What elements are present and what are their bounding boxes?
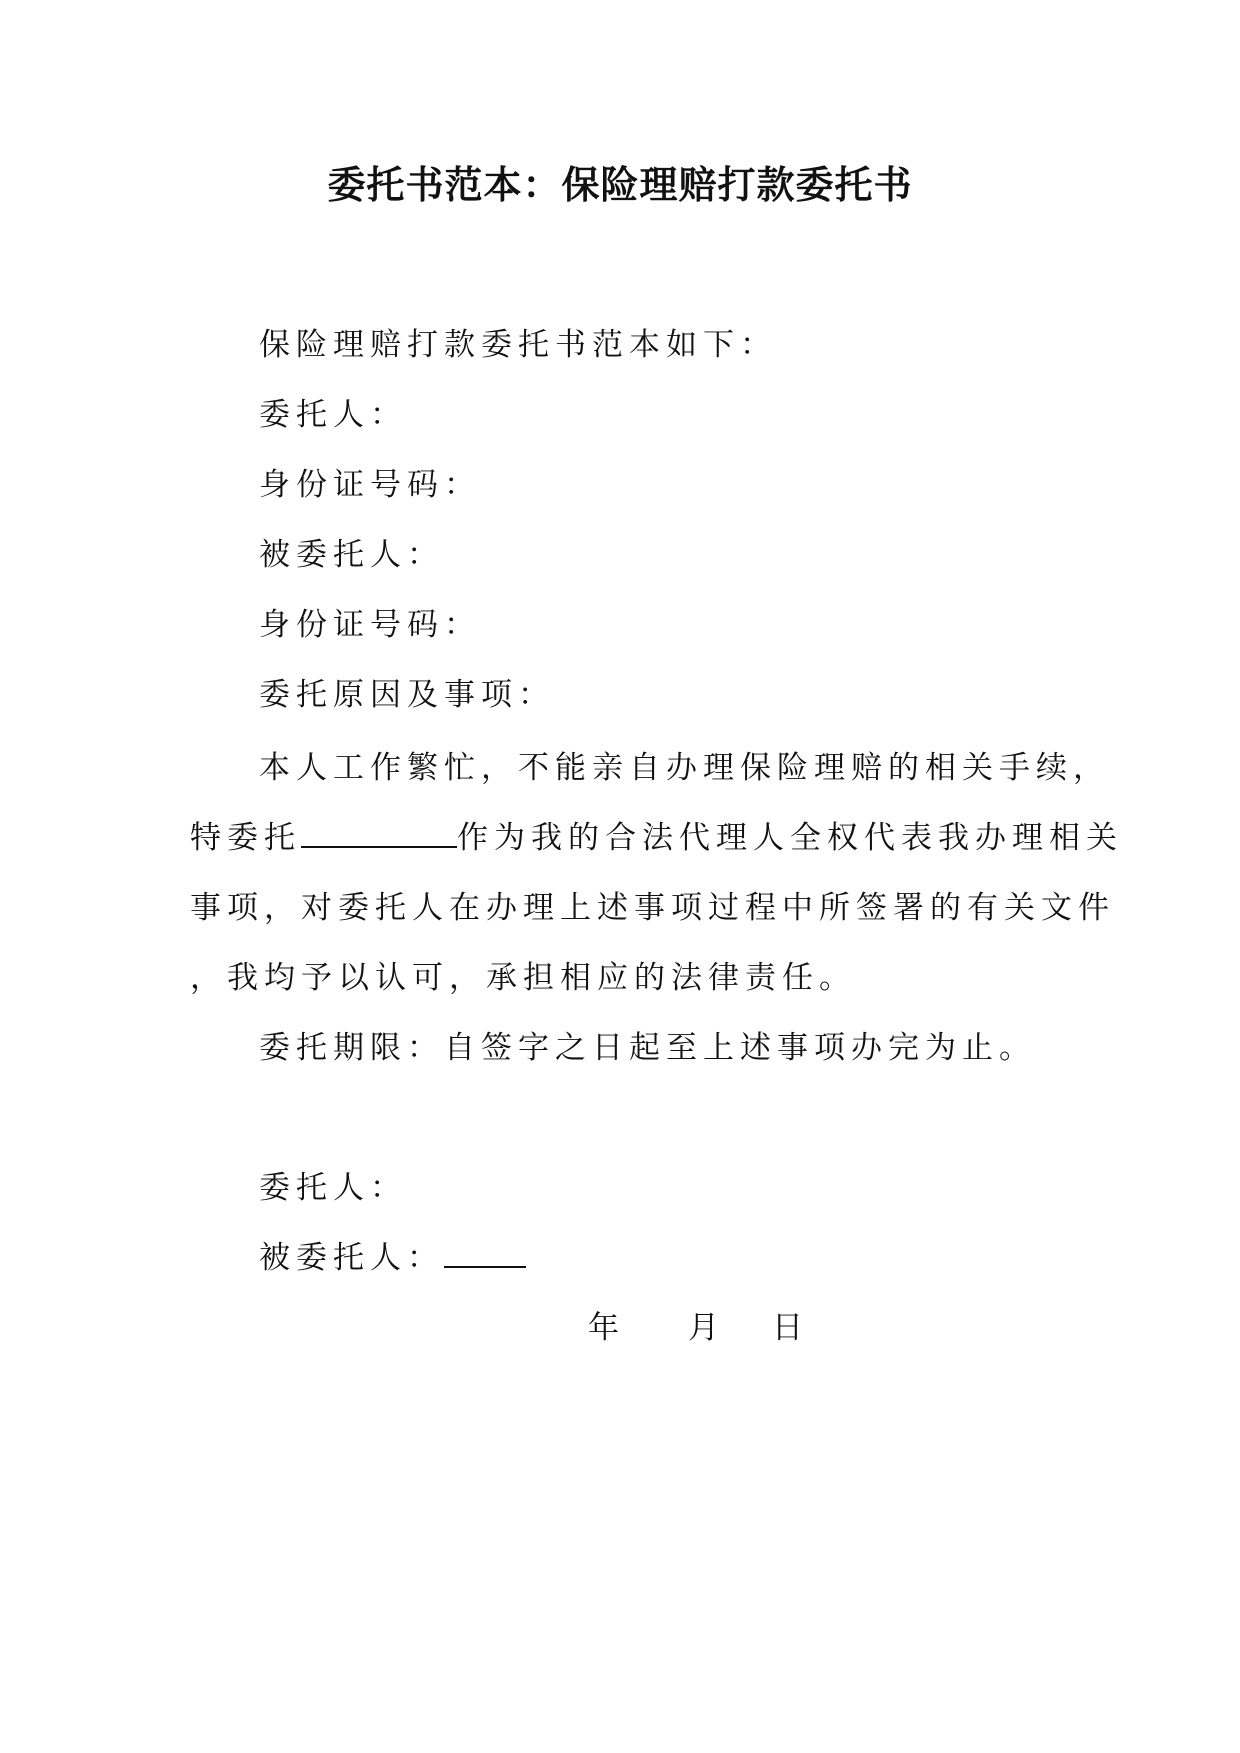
signature-agent-line — [259, 1238, 526, 1278]
body-line-2-end: 作为我的合法代理人全权代表我办理相关 — [457, 820, 1123, 856]
agent-name-blank — [301, 818, 457, 848]
body-line-2-start: 特委托 — [190, 820, 301, 856]
term-text: 委托期限：自签字之日起至上述事项办完为止。 — [259, 1030, 1036, 1066]
date-month: 月 — [688, 1310, 719, 1346]
date-day: 日 — [772, 1310, 803, 1346]
document-title: 委托书范本：保险理赔打款委托书 — [327, 163, 913, 207]
signature-agent-blank — [444, 1238, 526, 1268]
principal-id-label: 身份证号码： — [259, 467, 481, 503]
reason-label: 委托原因及事项： — [259, 677, 555, 713]
body-line-2 — [190, 818, 1123, 858]
body-line-1: 本人工作繁忙，不能亲自办理保险理赔的相关手续， — [259, 750, 1110, 786]
body-line-3: 事项，对委托人在办理上述事项过程中所签署的有关文件 — [190, 890, 1115, 926]
principal-label: 委托人： — [259, 397, 407, 433]
body-line-4: ，我均予以认可，承担相应的法律责任。 — [190, 960, 856, 996]
date-year: 年 — [588, 1310, 619, 1346]
signature-principal-label: 委托人： — [259, 1170, 407, 1206]
intro-text: 保险理赔打款委托书范本如下： — [259, 327, 777, 363]
signature-agent-label: 被委托人： — [259, 1240, 444, 1276]
agent-id-label: 身份证号码： — [259, 607, 481, 643]
agent-label: 被委托人： — [259, 537, 444, 573]
